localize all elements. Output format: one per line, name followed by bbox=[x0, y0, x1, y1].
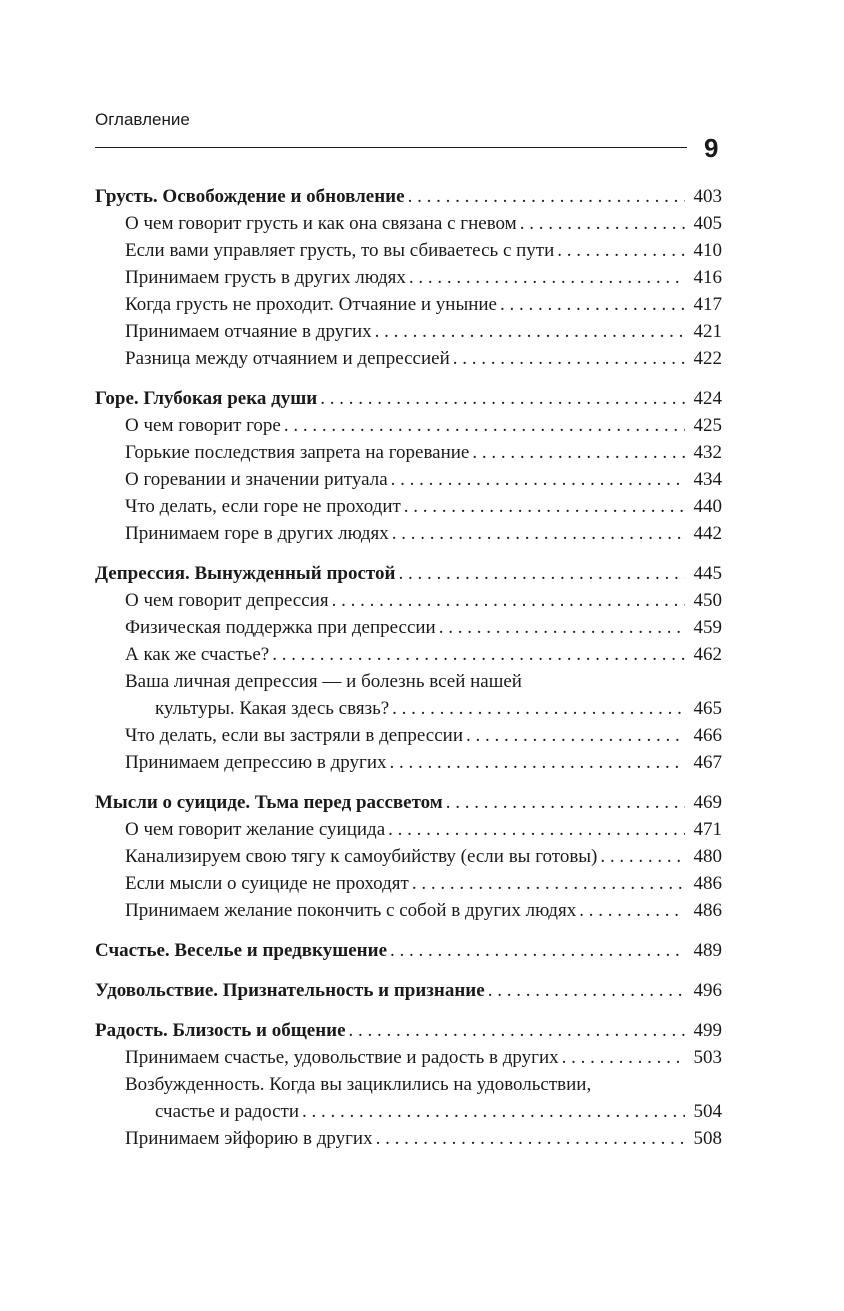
entry-page-number: 450 bbox=[693, 590, 722, 611]
dot-leader bbox=[332, 587, 685, 614]
toc-entry-row bbox=[95, 641, 722, 668]
chapter-page-number: 403 bbox=[693, 186, 722, 207]
entry-title: Принимаем эйфорию в других bbox=[125, 1128, 373, 1149]
toc-entry-row bbox=[95, 439, 722, 466]
dot-leader bbox=[408, 183, 685, 210]
entry-title: Если вами управляет грусть, то вы сбиваетесь с пути bbox=[125, 240, 555, 261]
toc-entry-row bbox=[95, 466, 722, 493]
entry-title: Принимаем депрессию в других bbox=[125, 752, 387, 773]
dot-leader bbox=[302, 1098, 685, 1125]
chapter-title: Удовольствие. Признательность и признание bbox=[95, 980, 485, 1001]
entry-title: Если мысли о суициде не проходят bbox=[125, 873, 409, 894]
chapter-title: Горе. Глубокая река души bbox=[95, 388, 318, 409]
entry-page-number: 466 bbox=[693, 725, 722, 746]
toc-chapter-row bbox=[95, 385, 722, 412]
entry-title: О чем говорит депрессия bbox=[125, 590, 329, 611]
entry-title: Принимаем желание покончить с собой в других людях bbox=[125, 900, 577, 921]
entry-page-number: 421 bbox=[693, 321, 722, 342]
entry-title: О чем говорит грусть и как она связана с гневом bbox=[125, 213, 517, 234]
toc-entry-row bbox=[95, 237, 722, 264]
chapter-title: Радость. Близость и общение bbox=[95, 1020, 346, 1041]
dot-leader bbox=[488, 977, 685, 1004]
entry-page-number: 425 bbox=[693, 415, 722, 436]
toc-chapter-group bbox=[95, 789, 722, 924]
page-number: 9 bbox=[704, 133, 719, 163]
entry-page-number: 486 bbox=[693, 900, 722, 921]
toc-entry-row bbox=[95, 816, 722, 843]
toc-entry-row bbox=[95, 264, 722, 291]
running-head-title: Оглавление bbox=[95, 110, 190, 129]
toc-entry-row bbox=[95, 520, 722, 547]
entry-title: Физическая поддержка при депрессии bbox=[125, 617, 436, 638]
dot-leader bbox=[388, 816, 685, 843]
entry-title: Канализируем свою тягу к самоубийству (если вы готовы) bbox=[125, 846, 598, 867]
table-of-contents bbox=[95, 183, 722, 1165]
dot-leader bbox=[320, 385, 685, 412]
entry-title: А как же счастье? bbox=[125, 644, 270, 665]
dot-leader bbox=[272, 641, 685, 668]
dot-leader bbox=[557, 237, 685, 264]
toc-chapter-row bbox=[95, 937, 722, 964]
toc-chapter-group bbox=[95, 560, 722, 776]
dot-leader bbox=[391, 466, 685, 493]
toc-chapter-row bbox=[95, 977, 722, 1004]
dot-leader bbox=[412, 870, 685, 897]
toc-entry-row bbox=[95, 291, 722, 318]
toc-entry-row bbox=[95, 843, 722, 870]
chapter-page-number: 445 bbox=[693, 563, 722, 584]
entry-page-number: 440 bbox=[693, 496, 722, 517]
entry-title: Принимаем отчаяние в других bbox=[125, 321, 372, 342]
toc-entry-row bbox=[95, 1098, 722, 1125]
toc-entry-row bbox=[95, 1125, 722, 1152]
toc-chapter-row bbox=[95, 1017, 722, 1044]
toc-chapter-row bbox=[95, 560, 722, 587]
dot-leader bbox=[398, 560, 685, 587]
toc-chapter-row bbox=[95, 789, 722, 816]
dot-leader bbox=[446, 789, 685, 816]
entry-title: Принимаем горе в других людях bbox=[125, 523, 389, 544]
chapter-title: Мысли о суициде. Тьма перед рассветом bbox=[95, 792, 443, 813]
toc-chapter-row bbox=[95, 183, 722, 210]
entry-page-number: 467 bbox=[693, 752, 722, 773]
entry-page-number: 410 bbox=[693, 240, 722, 261]
dot-leader bbox=[392, 520, 685, 547]
entry-title: Принимаем счастье, удовольствие и радость в других bbox=[125, 1047, 559, 1068]
chapter-title: Грусть. Освобождение и обновление bbox=[95, 186, 405, 207]
toc-entry-row bbox=[95, 1044, 722, 1071]
entry-title: Что делать, если горе не проходит bbox=[125, 496, 401, 517]
entry-page-number: 465 bbox=[693, 698, 722, 719]
toc-entry-row bbox=[95, 695, 722, 722]
toc-entry-row bbox=[95, 1071, 722, 1098]
entry-page-number: 432 bbox=[693, 442, 722, 463]
chapter-page-number: 496 bbox=[693, 980, 722, 1001]
entry-page-number: 504 bbox=[693, 1101, 722, 1122]
entry-page-number: 434 bbox=[693, 469, 722, 490]
dot-leader bbox=[409, 264, 685, 291]
dot-leader bbox=[562, 1044, 685, 1071]
dot-leader bbox=[453, 345, 685, 372]
dot-leader bbox=[392, 695, 685, 722]
entry-page-number: 471 bbox=[693, 819, 722, 840]
entry-title: Что делать, если вы застряли в депрессии bbox=[125, 725, 464, 746]
entry-title: Ваша личная депрессия — и болезнь всей нашей bbox=[125, 671, 522, 692]
entry-title: культуры. Какая здесь связь? bbox=[155, 698, 390, 719]
chapter-page-number: 499 bbox=[693, 1020, 722, 1041]
entry-title: О чем говорит желание суицида bbox=[125, 819, 386, 840]
toc-entry-row bbox=[95, 412, 722, 439]
toc-chapter-group bbox=[95, 937, 722, 964]
entry-title: О чем говорит горе bbox=[125, 415, 281, 436]
entry-title: Горькие последствия запрета на горевание bbox=[125, 442, 470, 463]
chapter-page-number: 469 bbox=[693, 792, 722, 813]
dot-leader bbox=[404, 493, 685, 520]
dot-leader bbox=[520, 210, 685, 237]
entry-page-number: 405 bbox=[693, 213, 722, 234]
toc-chapter-group bbox=[95, 183, 722, 372]
toc-entry-row bbox=[95, 668, 722, 695]
entry-title: Разница между отчаянием и депрессией bbox=[125, 348, 450, 369]
chapter-page-number: 489 bbox=[693, 940, 722, 961]
entry-page-number: 480 bbox=[693, 846, 722, 867]
chapter-title: Счастье. Веселье и предвкушение bbox=[95, 940, 388, 961]
chapter-page-number: 424 bbox=[693, 388, 722, 409]
header-rule bbox=[95, 147, 687, 148]
dot-leader bbox=[390, 749, 685, 776]
entry-page-number: 422 bbox=[693, 348, 722, 369]
toc-entry-row bbox=[95, 749, 722, 776]
entry-page-number: 416 bbox=[693, 267, 722, 288]
entry-page-number: 508 bbox=[693, 1128, 722, 1149]
entry-title: счастье и радости bbox=[155, 1101, 300, 1122]
toc-entry-row bbox=[95, 587, 722, 614]
dot-leader bbox=[466, 722, 685, 749]
dot-leader bbox=[472, 439, 685, 466]
entry-title: Принимаем грусть в других людях bbox=[125, 267, 406, 288]
entry-title: О горевании и значении ритуала bbox=[125, 469, 388, 490]
entry-page-number: 486 bbox=[693, 873, 722, 894]
toc-entry-row bbox=[95, 210, 722, 237]
dot-leader bbox=[375, 318, 685, 345]
dot-leader bbox=[349, 1017, 685, 1044]
dot-leader bbox=[579, 897, 685, 924]
chapter-title: Депрессия. Вынужденный простой bbox=[95, 563, 396, 584]
toc-entry-row bbox=[95, 345, 722, 372]
entry-page-number: 459 bbox=[693, 617, 722, 638]
toc-entry-row bbox=[95, 614, 722, 641]
dot-leader bbox=[600, 843, 685, 870]
toc-chapter-group bbox=[95, 385, 722, 547]
entry-page-number: 442 bbox=[693, 523, 722, 544]
toc-entry-row bbox=[95, 493, 722, 520]
entry-title: Когда грусть не проходит. Отчаяние и уныние bbox=[125, 294, 497, 315]
dot-leader bbox=[284, 412, 685, 439]
entry-title: Возбужденность. Когда вы зациклились на удовольствии, bbox=[125, 1074, 592, 1095]
toc-entry-row bbox=[95, 897, 722, 924]
entry-page-number: 503 bbox=[693, 1047, 722, 1068]
toc-entry-row bbox=[95, 870, 722, 897]
dot-leader bbox=[500, 291, 685, 318]
entry-page-number: 462 bbox=[693, 644, 722, 665]
dot-leader bbox=[390, 937, 685, 964]
toc-chapter-group bbox=[95, 977, 722, 1004]
toc-entry-row bbox=[95, 722, 722, 749]
dot-leader bbox=[439, 614, 685, 641]
dot-leader bbox=[376, 1125, 685, 1152]
toc-chapter-group bbox=[95, 1017, 722, 1152]
toc-entry-row bbox=[95, 318, 722, 345]
entry-page-number: 417 bbox=[693, 294, 722, 315]
